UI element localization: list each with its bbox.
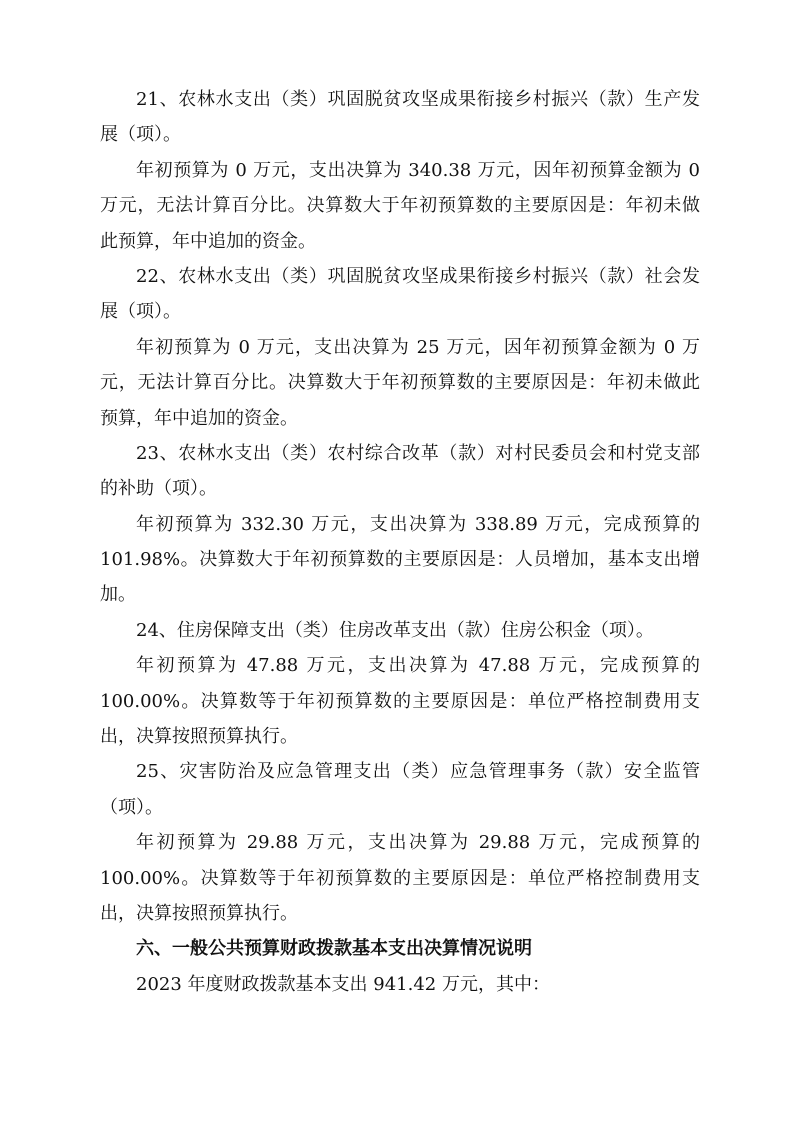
text-line: 的补助（项）。 <box>100 478 217 500</box>
text-line: 预算，年中追加的资金。 <box>100 407 298 429</box>
section-heading: 六、一般公共预算财政拨款基本支出决算情况说明 <box>136 938 532 960</box>
text-line: 22、农林水支出（类）巩固脱贫攻坚成果衔接乡村振兴（款）社会发 <box>136 265 700 287</box>
text-line: 出，决算按照预算执行。 <box>100 726 298 748</box>
text-line: 年初预算为 47.88 万元，支出决算为 47.88 万元，完成预算的 <box>136 655 700 677</box>
closing-line: 2023 年度财政拨款基本支出 941.42 万元，其中： <box>136 973 550 995</box>
text-line: 23、农林水支出（类）农村综合改革（款）对村民委员会和村党支部 <box>136 442 700 464</box>
item-25-title <box>100 754 700 825</box>
text-line: 年初预算为 0 万元，支出决算为 340.38 万元，因年初预算金额为 0 <box>136 159 700 181</box>
text-line: （项）。 <box>100 796 163 818</box>
text-line: 100.00%。决算数等于年初预算数的主要原因是：单位严格控制费用支 <box>100 690 700 712</box>
item-22-body <box>100 330 700 436</box>
text-line: 24、住房保障支出（类）住房改革支出（款）住房公积金（项）。 <box>136 619 654 641</box>
text-line: 加。 <box>100 584 136 606</box>
text-line: 101.98%。决算数大于年初预算数的主要原因是：人员增加，基本支出增 <box>100 549 700 571</box>
text-line: 21、农林水支出（类）巩固脱贫攻坚成果衔接乡村振兴（款）生产发 <box>136 89 700 110</box>
text-line: 年初预算为 29.88 万元，支出决算为 29.88 万元，完成预算的 <box>136 832 700 854</box>
item-22-title <box>100 259 700 330</box>
item-25-body <box>100 825 700 931</box>
text-line: 展（项）。 <box>100 124 181 146</box>
text-line: 展（项）。 <box>100 301 181 323</box>
item-24-title <box>100 613 700 648</box>
text-line: 出，决算按照预算执行。 <box>100 902 298 924</box>
document-page <box>100 82 700 1002</box>
text-line: 年初预算为 332.30 万元，支出决算为 338.89 万元，完成预算的 <box>136 513 700 535</box>
item-21-body <box>100 153 700 259</box>
text-line: 25、灾害防治及应急管理支出（类）应急管理事务（款）安全监管 <box>136 761 700 783</box>
text-line: 此预算，年中追加的资金。 <box>100 230 316 252</box>
item-23-body <box>100 507 700 613</box>
text-line: 万元，无法计算百分比。决算数大于年初预算数的主要原因是：年初未做 <box>100 195 700 217</box>
text-line: 年初预算为 0 万元，支出决算为 25 万元，因年初预算金额为 0 万 <box>136 336 700 358</box>
item-24-body <box>100 648 700 754</box>
text-line: 元，无法计算百分比。决算数大于年初预算数的主要原因是：年初未做此 <box>100 372 700 394</box>
text-line: 100.00%。决算数等于年初预算数的主要原因是：单位严格控制费用支 <box>100 867 700 889</box>
item-23-title <box>100 436 700 507</box>
item-21-title <box>100 82 700 153</box>
